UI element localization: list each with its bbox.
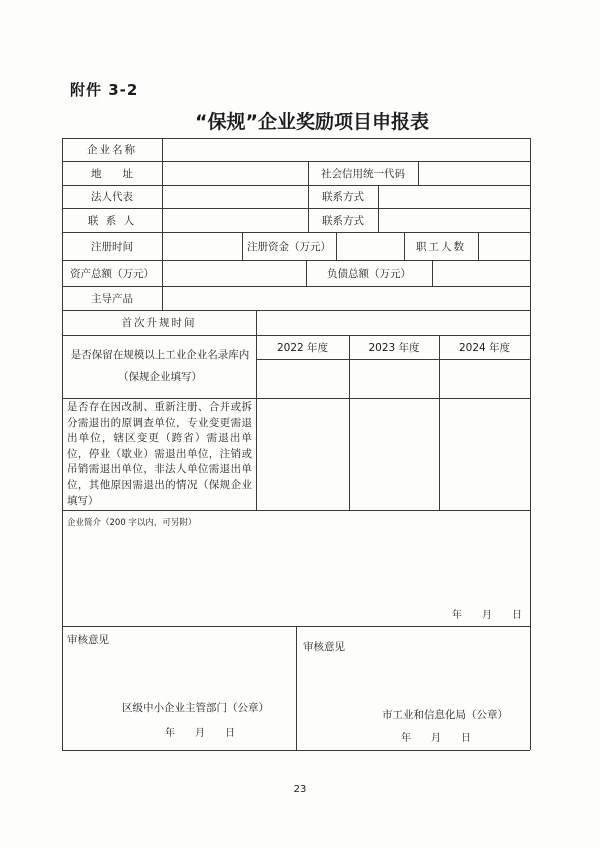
company-intro-input[interactable] [66,530,526,604]
address-input[interactable] [162,161,308,185]
contact-method-label-1: 联系方式 [322,191,364,203]
company-intro-label: 企业简介（200 字以内，可另附） [67,518,197,528]
review-left-authority: 区级中小企业主管部门（公章） [122,702,269,714]
review-left-input[interactable] [66,648,292,694]
exit-2024-input[interactable] [439,398,530,510]
exit-question-label: 是否存在因改制、重新注册、合并或拆分需退出的原调查单位，专业变更需退出单位，辖区变更（跨省）需退出单位，停业（歇业）需退出单位，注销或吊销需退出单位，非法人单位需退出单位，其他原因需退出的情况（保规企业填写） [67,401,252,507]
total-liabilities-input[interactable] [432,260,530,286]
review-right-label: 审核意见 [303,641,345,653]
first-upgrade-time-input[interactable] [256,310,530,335]
review-left-date: 年 月 日 [165,728,235,739]
review-left-label: 审核意见 [67,634,109,646]
contact-method-label-2: 联系方式 [322,214,364,227]
employee-count-label: 职工人数 [416,240,466,253]
credit-code-label: 社会信用统一代码 [321,167,405,180]
address-label: 地 址 [91,167,133,180]
total-assets-label: 资产总额（万元） [70,267,154,280]
company-name-label: 企业名称 [87,144,137,156]
retain-2022-input[interactable] [256,359,349,398]
review-right-date: 年 月 日 [401,733,471,744]
retain-question-label: 是否保留在规模以上工业企业名录库内（保规企业填写） [70,349,250,383]
year-header-2022: 2022 年度 [276,341,329,354]
total-assets-input[interactable] [162,260,306,286]
retain-2023-input[interactable] [349,359,439,398]
total-liabilities-label: 负债总额（万元） [327,267,411,280]
registration-time-label: 注册时间 [91,240,133,253]
exit-2023-input[interactable] [349,398,439,510]
form-title: “保规”企业奖励项目申报表 [195,111,429,133]
main-products-label: 主导产品 [91,292,133,305]
first-upgrade-time-label: 首次升规时间 [121,317,197,329]
exit-2022-input[interactable] [256,398,349,510]
review-right-authority: 市工业和信息化局（公章） [382,709,508,721]
legal-rep-label: 法人代表 [91,191,133,203]
review-right-input[interactable] [300,655,526,699]
contact-method-input-1[interactable] [378,185,530,208]
contact-person-input[interactable] [162,208,308,232]
retain-2024-input[interactable] [439,359,530,398]
company-name-input[interactable] [162,138,530,161]
registered-capital-label: 注册资金（万元） [247,240,331,253]
main-products-input[interactable] [162,286,530,310]
page-number: 23 [293,784,307,795]
employee-count-input[interactable] [478,232,530,260]
intro-date: 年 月 日 [452,610,522,621]
contact-person-label: 联 系 人 [87,214,137,227]
year-header-2023: 2023 年度 [368,341,420,354]
legal-rep-input[interactable] [162,185,308,208]
year-header-2024: 2024 年度 [458,341,511,354]
contact-method-input-2[interactable] [378,208,530,232]
attachment-label: 附件 3-2 [70,81,139,99]
registered-capital-input[interactable] [336,232,404,260]
credit-code-input[interactable] [418,161,530,185]
registration-time-input[interactable] [162,232,242,260]
